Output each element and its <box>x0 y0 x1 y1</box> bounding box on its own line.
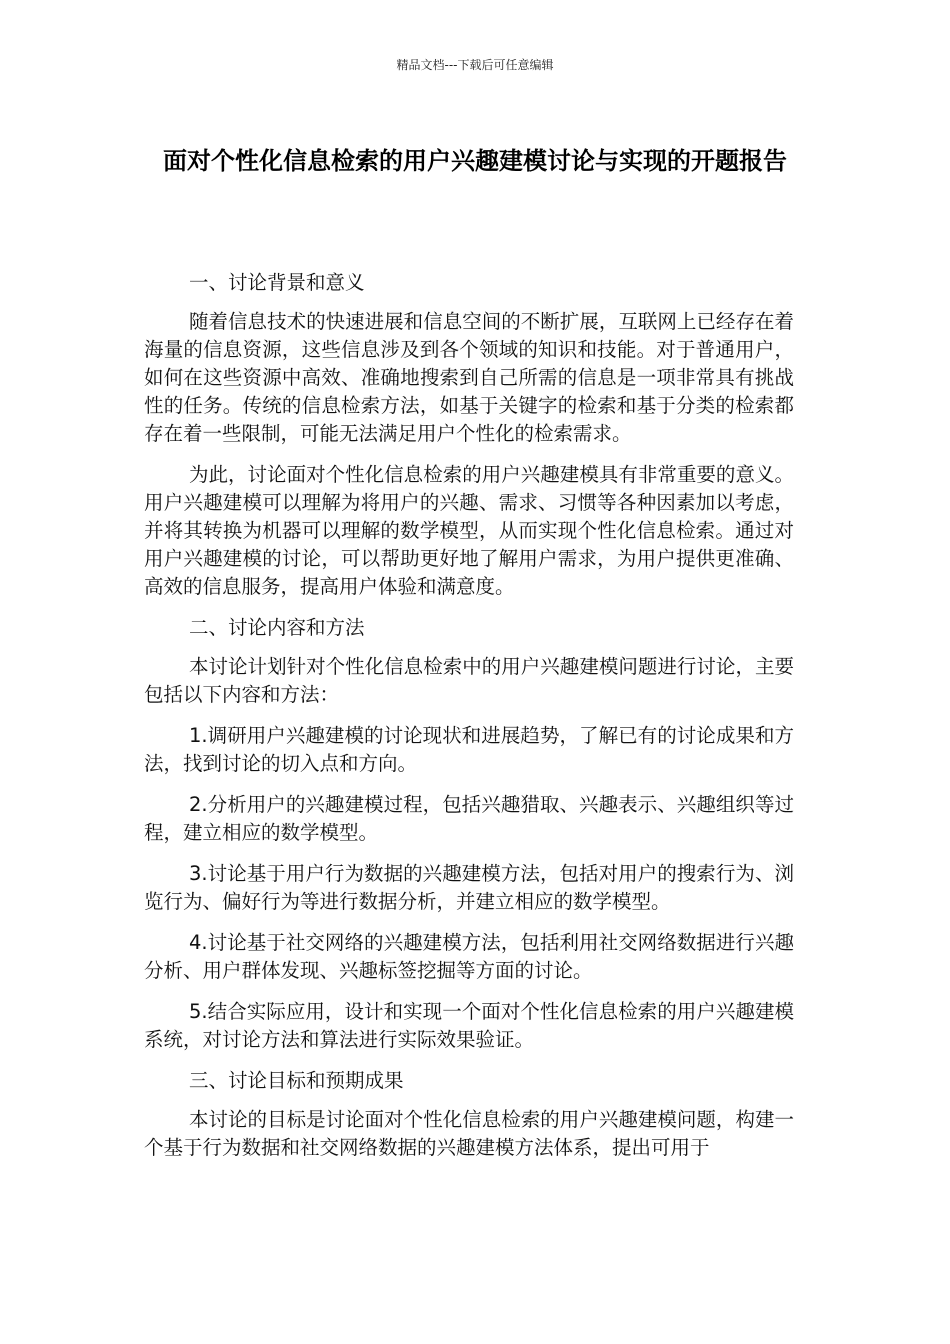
section-heading-background: 一、讨论背景和意义 <box>189 271 365 294</box>
list-item-4: 4.讨论基于社交网络的兴趣建模方法，包括利用社交网络数据进行兴趣分析、用户群体发现、兴趣标签挖掘等方面的讨论。 <box>144 931 794 982</box>
document-body <box>144 269 794 1175</box>
paragraph-background: 随着信息技术的快速进展和信息空间的不断扩展，互联网上已经存在着海量的信息资源，这些信息涉及到各个领域的知识和技能。对于普通用户，如何在这些资源中高效、准确地搜索到自己所需的信息是一项非常具有挑战性的任务。传统的信息检索方法，如基于关键字的检索和基于分类的检索都存在着一些限制，可能无法满足用户个性化的检索需求。 <box>144 310 794 445</box>
list-item-3: 3.讨论基于用户行为数据的兴趣建模方法，包括对用户的搜索行为、浏览行为、偏好行为等进行数据分析，并建立相应的数学模型。 <box>144 862 794 913</box>
list-item-5: 5.结合实际应用，设计和实现一个面对个性化信息检索的用户兴趣建模系统，对讨论方法和算法进行实际效果验证。 <box>144 1000 794 1051</box>
header-note: 精品文档---下载后可任意编辑 <box>396 58 554 72</box>
section-heading-goals: 三、讨论目标和预期成果 <box>189 1069 404 1092</box>
paragraph-goals: 本讨论的目标是讨论面对个性化信息检索的用户兴趣建模问题，构建一个基于行为数据和社交网络数据的兴趣建模方法体系，提出可用于 <box>144 1108 794 1159</box>
list-item-1: 1.调研用户兴趣建模的讨论现状和进展趋势，了解已有的讨论成果和方法，找到讨论的切入点和方向。 <box>144 724 794 775</box>
section-heading-content-methods: 二、讨论内容和方法 <box>189 616 365 639</box>
document-title: 面对个性化信息检索的用户兴趣建模讨论与实现的开题报告 <box>163 147 787 175</box>
paragraph-content-intro: 本讨论计划针对个性化信息检索中的用户兴趣建模问题进行讨论，主要包括以下内容和方法： <box>144 655 794 706</box>
paragraph-significance: 为此，讨论面对个性化信息检索的用户兴趣建模具有非常重要的意义。用户兴趣建模可以理解为将用户的兴趣、需求、习惯等各种因素加以考虑，并将其转换为机器可以理解的数学模型，从而实现个性化信息检索。通过对用户兴趣建模的讨论，可以帮助更好地了解用户需求，为用户提供更准确、高效的信息服务，提高用户体验和满意度。 <box>144 463 794 598</box>
list-item-2: 2.分析用户的兴趣建模过程，包括兴趣猎取、兴趣表示、兴趣组织等过程，建立相应的数学模型。 <box>144 793 794 844</box>
